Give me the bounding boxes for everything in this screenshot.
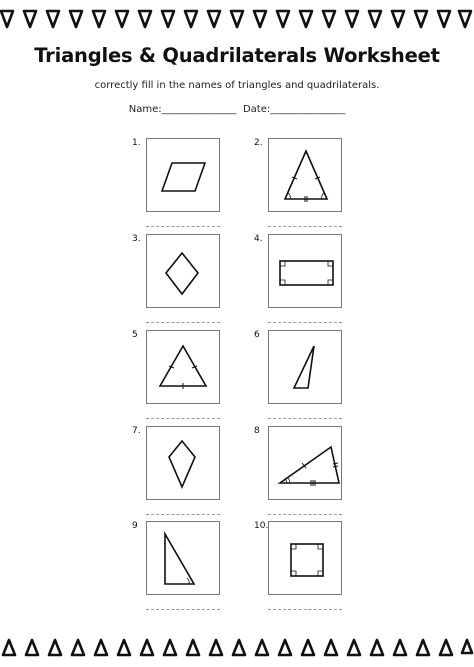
shape-box (268, 426, 342, 500)
acute-triangle-icon (269, 331, 343, 405)
scalene-triangle-icon (269, 427, 343, 501)
square-icon (269, 522, 343, 596)
worksheet-item-10 (254, 521, 454, 616)
triangle-outline-icon-row (0, 6, 474, 32)
answer-line[interactable] (146, 418, 220, 419)
shape-box (268, 330, 342, 404)
answer-line[interactable] (146, 322, 220, 323)
instructions: correctly fill in the names of triangles and quadrilaterals. (94, 80, 380, 91)
worksheet-item-4 (254, 234, 454, 329)
top-triangle-border (0, 6, 474, 32)
item-number: 6 (254, 330, 260, 340)
item-number: 4. (254, 234, 263, 244)
page-title: Triangles & Quadrilaterals Worksheet (34, 44, 440, 67)
worksheet-item-8 (254, 426, 454, 521)
item-number: 9 (132, 521, 138, 531)
shape-box (146, 234, 220, 308)
parallelogram-icon (147, 139, 221, 213)
item-number: 7. (132, 426, 141, 436)
rhombus-icon (147, 235, 221, 309)
rectangle-icon (269, 235, 343, 309)
shape-box (268, 521, 342, 595)
item-number: 10. (254, 521, 269, 531)
equilateral-triangle-icon (147, 331, 221, 405)
shape-box (268, 138, 342, 212)
kite-icon (147, 427, 221, 501)
shape-box (146, 521, 220, 595)
item-number: 5 (132, 330, 138, 340)
answer-line[interactable] (268, 609, 342, 610)
answer-line[interactable] (146, 226, 220, 227)
triangle-outline-icon-row (0, 636, 474, 662)
answer-line[interactable] (146, 514, 220, 515)
worksheet-item-2 (254, 138, 454, 233)
isosceles-triangle-icon (269, 139, 343, 213)
item-number: 2. (254, 138, 263, 148)
shape-box (146, 138, 220, 212)
answer-line[interactable] (146, 609, 220, 610)
item-number: 3. (132, 234, 141, 244)
item-number: 1. (132, 138, 141, 148)
shape-box (268, 234, 342, 308)
answer-line[interactable] (268, 322, 342, 323)
worksheet-item-6 (254, 330, 454, 425)
answer-line[interactable] (268, 226, 342, 227)
name-date-line: Name:_______________ Date:_______________ (128, 104, 346, 115)
item-number: 8 (254, 426, 260, 436)
answer-line[interactable] (268, 418, 342, 419)
shape-box (146, 426, 220, 500)
shape-box (146, 330, 220, 404)
answer-line[interactable] (268, 514, 342, 515)
bottom-triangle-border (0, 636, 474, 662)
right-triangle-icon (147, 522, 221, 596)
